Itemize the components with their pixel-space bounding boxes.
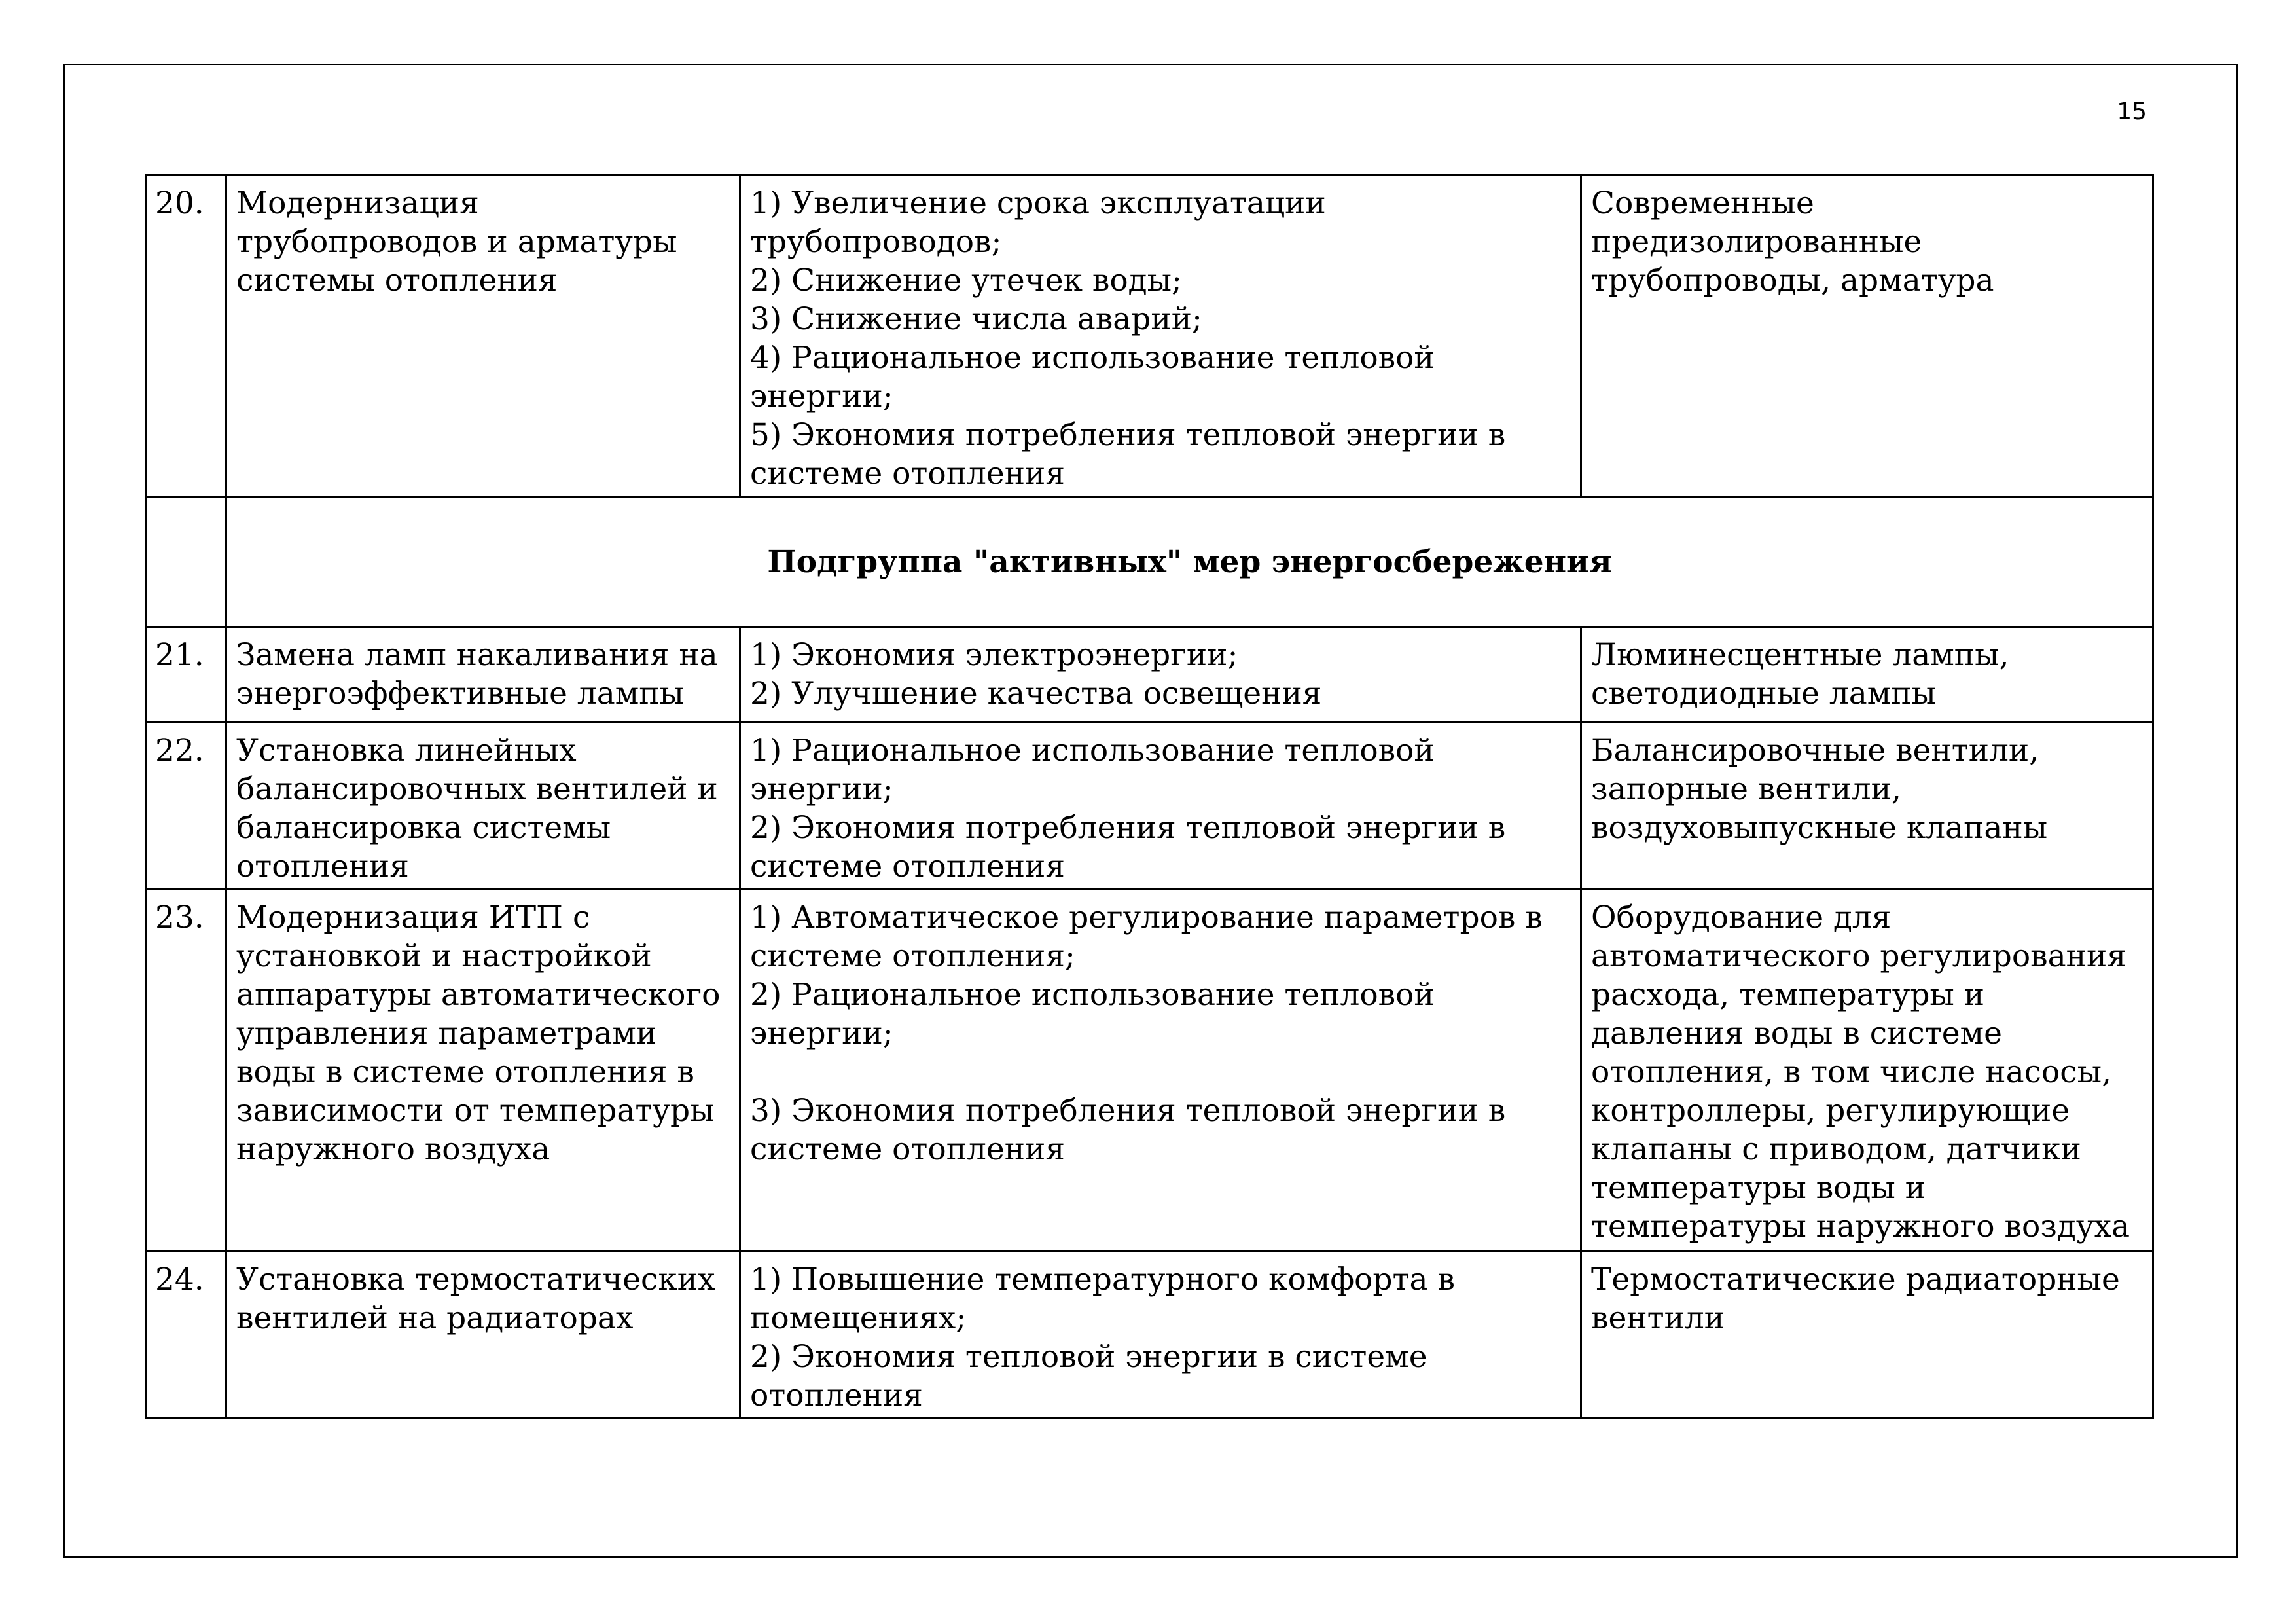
effect-item: 3) Снижение числа аварий; [750, 301, 1202, 337]
row-number: 21. [147, 627, 226, 723]
spacer [750, 1053, 1571, 1091]
table-row [147, 175, 2153, 497]
page-number: 15 [2117, 98, 2147, 125]
effect-item: 2) Экономия потребления тепловой энергии в системе отопления [750, 810, 1506, 884]
measures-table [145, 174, 2154, 1419]
table-row [147, 1252, 2153, 1419]
effect-item: 3) Экономия потребления тепловой энергии в системе отопления [750, 1093, 1506, 1167]
effect-item: 1) Повышение температурного комфорта в помещениях; [750, 1262, 1455, 1336]
row-number: 24. [147, 1252, 226, 1419]
effect-item: 2) Экономия тепловой энергии в системе отопления [750, 1339, 1427, 1413]
subgroup-row [147, 497, 2153, 627]
equipment-cell: Балансировочные вентили, запорные вентили, воздуховыпускные клапаны [1581, 723, 2153, 890]
effects-cell [740, 175, 1581, 497]
effect-item: 2) Снижение утечек воды; [750, 263, 1182, 299]
measure-cell: Модернизация трубопроводов и арматуры системы отопления [226, 175, 740, 497]
effect-item: 1) Автоматическое регулирование параметров в системе отопления; [750, 900, 1543, 974]
row-number: 23. [147, 890, 226, 1252]
effect-item: 1) Увеличение срока эксплуатации трубопроводов; [750, 185, 1326, 260]
subgroup-heading: Подгруппа "активных" мер энергосбережения [226, 497, 2153, 627]
equipment-cell: Люминесцентные лампы, светодиодные лампы [1581, 627, 2153, 723]
effect-item: 1) Экономия электроэнергии; [750, 637, 1238, 673]
equipment-cell: Современные предизолированные трубопроводы, арматура [1581, 175, 2153, 497]
effects-cell [740, 1252, 1581, 1419]
effect-item: 5) Экономия потребления тепловой энергии в системе отопления [750, 417, 1506, 492]
effect-item: 2) Улучшение качества освещения [750, 676, 1322, 712]
effects-cell [740, 627, 1581, 723]
measure-cell: Установка линейных балансировочных вентилей и балансировка системы отопления [226, 723, 740, 890]
table-row [147, 627, 2153, 723]
table-row [147, 723, 2153, 890]
row-number [147, 497, 226, 627]
measure-cell: Модернизация ИТП с установкой и настройкой аппаратуры автоматического управления параметрами воды в системе отопления в зависимости от температуры наружного воздуха [226, 890, 740, 1252]
effects-cell [740, 890, 1581, 1252]
row-number: 22. [147, 723, 226, 890]
effect-item: 1) Рациональное использование тепловой энергии; [750, 733, 1435, 807]
table-row [147, 890, 2153, 1252]
measure-cell: Замена ламп накаливания на энергоэффективные лампы [226, 627, 740, 723]
measure-cell: Установка термостатических вентилей на радиаторах [226, 1252, 740, 1419]
equipment-cell: Термостатические радиаторные вентили [1581, 1252, 2153, 1419]
effect-item: 4) Рациональное использование тепловой энергии; [750, 340, 1435, 414]
equipment-cell: Оборудование для автоматического регулирования расхода, температуры и давления воды в системе отопления, в том числе насосы, контроллеры, регулирующие клапаны с приводом, датчики температуры воды и температуры наружного воздуха [1581, 890, 2153, 1252]
effects-cell [740, 723, 1581, 890]
effect-item: 2) Рациональное использование тепловой энергии; [750, 977, 1435, 1051]
row-number: 20. [147, 175, 226, 497]
